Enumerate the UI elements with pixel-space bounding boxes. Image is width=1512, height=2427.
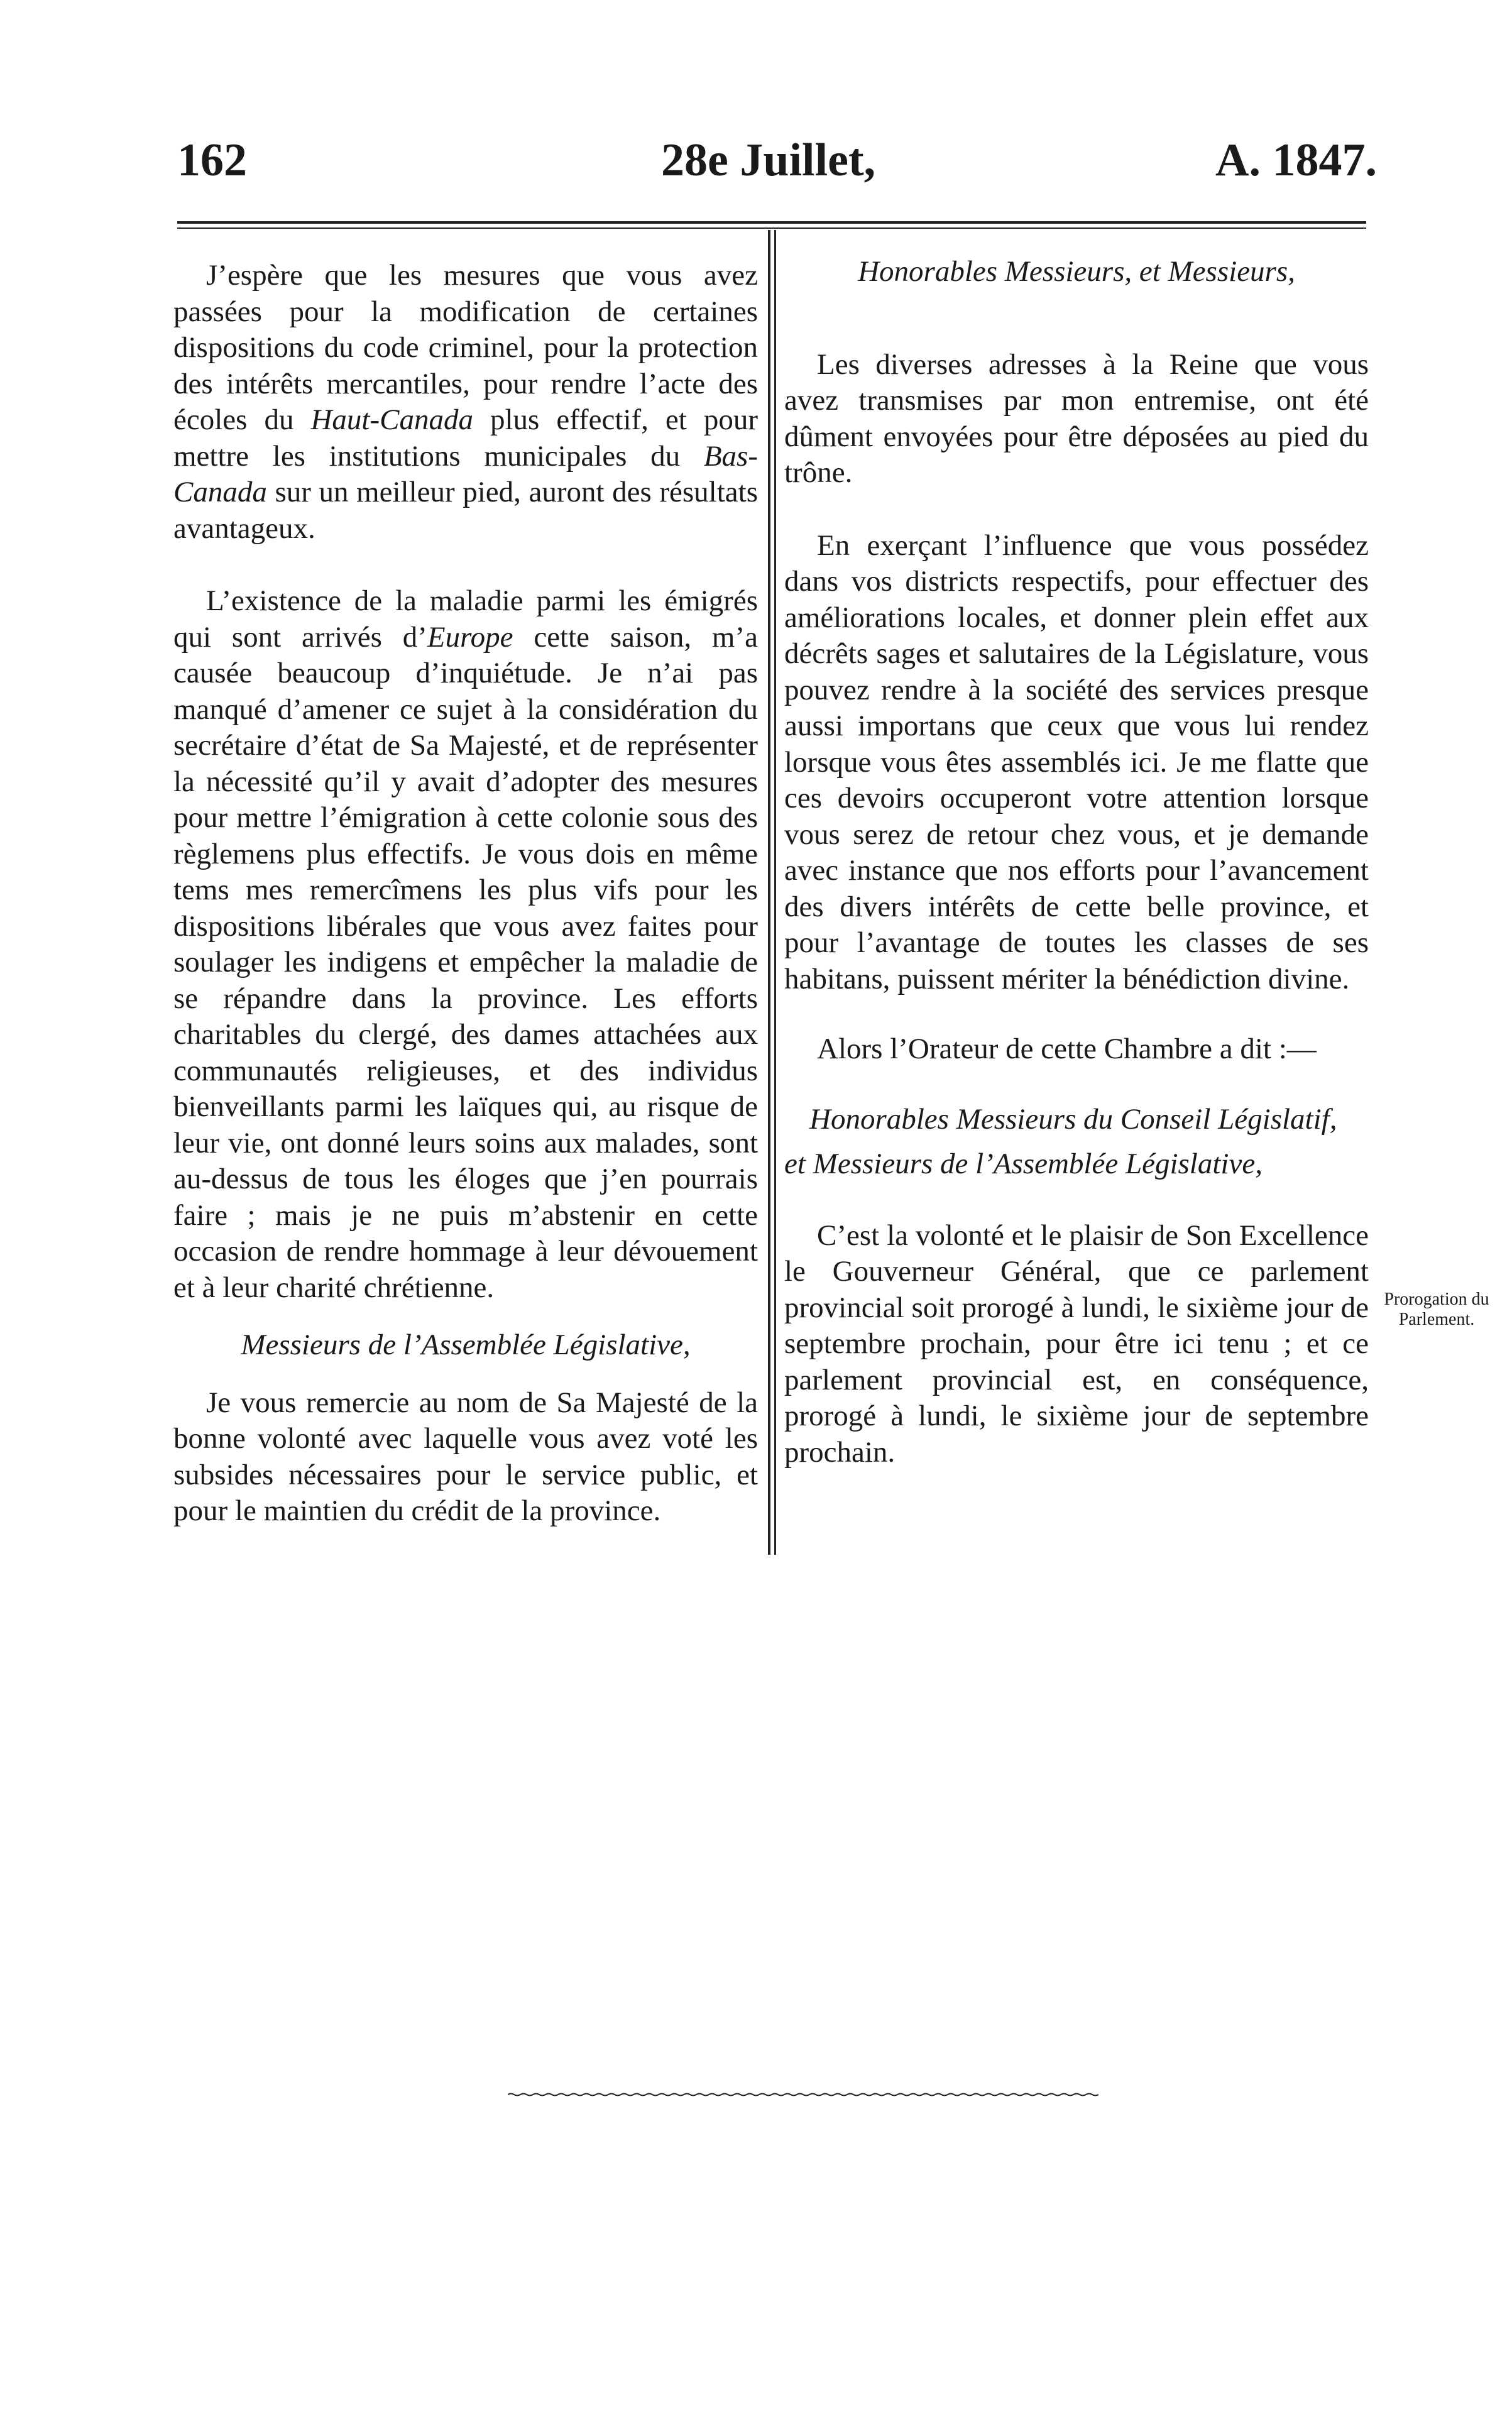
- right-column: [784, 254, 1369, 1471]
- column-divider-thin: [774, 230, 776, 1555]
- left-paragraph-3: Je vous remercie au nom de Sa Majesté de la bonne volonté avec laquelle vous avez voté les subsides nécessaires pour le service public, et pour le maintien du crédit de la province.: [173, 1386, 758, 1527]
- margin-note-line-2: Parlement.: [1398, 1310, 1475, 1329]
- header-rule: [177, 221, 1366, 224]
- place-haut-canada: Haut-Canada: [310, 403, 473, 436]
- place-europe: Europe: [427, 620, 513, 654]
- page-number: 162: [177, 134, 247, 186]
- right-salutation: Honorables Messieurs, et Messieurs,: [858, 255, 1295, 288]
- bottom-ornament-rule: [508, 2093, 1098, 2096]
- column-divider: [768, 230, 770, 1555]
- header-date: 28e Juillet,: [661, 134, 876, 186]
- place-bas-canada: Bas-Canada: [173, 439, 758, 508]
- right-salutation-2b: et Messieurs de l’Assemblée Législative,: [784, 1148, 1263, 1180]
- left-column: [173, 258, 758, 1530]
- right-paragraph-3: C’est la volonté et le plaisir de Son Excellence le Gouverneur Général, que ce parlement provincial soit prorogé à lundi, le sixième jour de septembre prochain, pour être ici tenu ; et ce parlement provincial est, en conséquence, prorogé à lundi, le sixième jour de septembre prochain.: [784, 1219, 1369, 1469]
- left-paragraph-1: J’espère que les mesures que vous avez passées pour la modification de certaines dispositions du code criminel, pour la protection des intérêts mercantiles, pour rendre l’acte des écoles du Haut-Canada plus effectif, et pour mettre les institutions municipales du Bas-Canada sur un meilleur pied, auront des résultats avantageux.: [173, 259, 758, 545]
- right-paragraph-2: En exerçant l’influence que vous possédez dans vos districts respectifs, pour effectuer des améliorations locales, et donner plein effet aux décrêts sages et salutaires de la Législature, vous pouvez rendre à la société des services presque aussi importans que ceux que vous lui rendez lorsque vous êtes assemblés ici. Je me flatte que ces devoirs occuperont votre attention lorsque vous serez de retour chez vous, et je demande avec instance que nos efforts pour l’avancement des divers intérêts de cette belle province, et pour l’avantage de toutes les classes de ses habitans, puissent mériter la bénédiction divine.: [784, 529, 1369, 995]
- right-salutation-2a: Honorables Messieurs du Conseil Législatif,: [809, 1102, 1337, 1136]
- speaker-line: Alors l’Orateur de cette Chambre a dit :—: [817, 1033, 1317, 1065]
- margin-note: [1374, 1290, 1499, 1330]
- header-year: A. 1847.: [1215, 134, 1377, 186]
- header-rule-thin: [177, 227, 1366, 229]
- left-paragraph-2: L’existence de la maladie parmi les émigrés qui sont arrivés d’Europe cette saison, m’a causée beaucoup d’inquiétude. Je n’ai pas manqué d’amener ce sujet à la considération du secrétaire d’état de Sa Majesté, et de représenter la nécessité qu’il y avait d’adopter des mesures pour mettre l’émigration à cette colonie sous des règlemens plus effectifs. Je vous dois en même tems mes remercîmens les plus vifs pour les dispositions libérales que vous avez faites pour soulager les indigens et empêcher la maladie de se répandre dans la province. Les efforts charitables du clergé, des dames attachées aux communautés religieuses, et des individus bienveillants parmi les laïques qui, au risque de leur vie, ont donné leurs soins aux malades, sont au-dessus de tous les éloges que j’en pourrais faire ; mais je ne puis m’abstenir en cette occasion de rendre hommage à leur dévouement et à leur charité chrétienne.: [173, 584, 758, 1304]
- right-paragraph-1: Les diverses adresses à la Reine que vous avez transmises par mon entremise, ont été dûment envoyées pour être déposées au pied du trône.: [784, 348, 1369, 489]
- left-salutation: Messieurs de l’Assemblée Législative,: [241, 1329, 691, 1361]
- margin-note-line-1: Prorogation du: [1384, 1290, 1489, 1309]
